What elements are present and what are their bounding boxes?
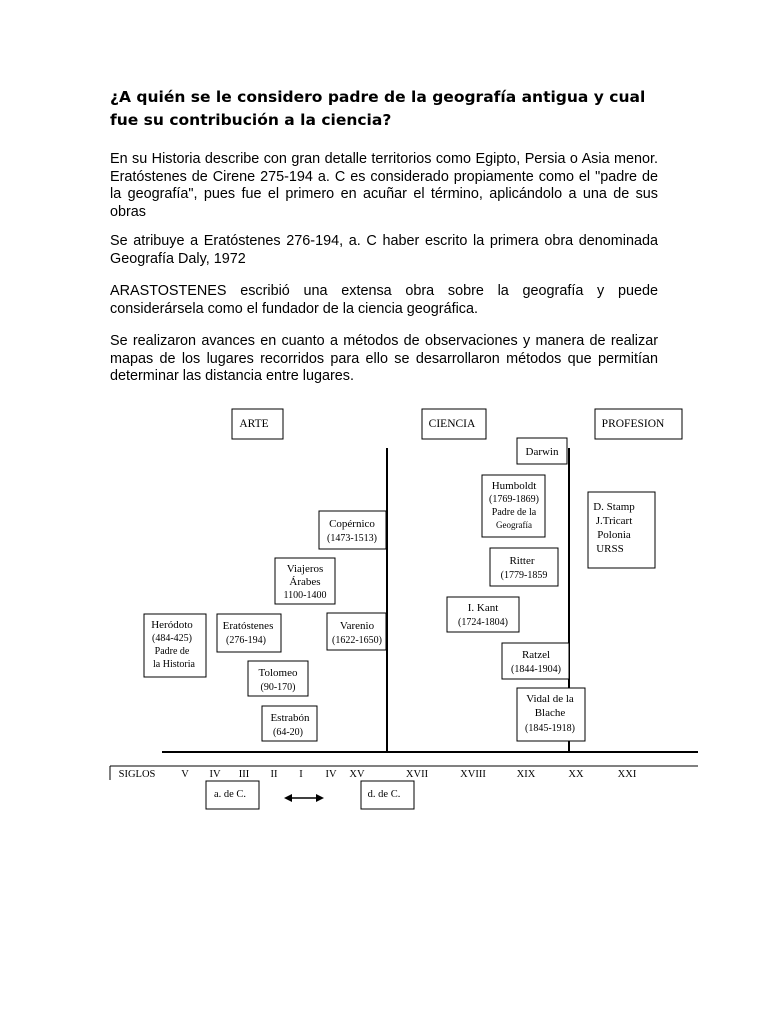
era-dc-label: d. de C. <box>367 789 401 800</box>
header-arte <box>232 409 283 439</box>
ritter-years: (1779-1859 <box>500 570 548 581</box>
header-profesion <box>595 409 682 439</box>
paragraph-avances: Se realizaron avances en cuanto a métodos de observaciones y manera de realizar mapas de los lugares recorridos para ello se desarrollaron métodos que permitían determinar las distancia entre lugares. <box>110 333 658 384</box>
box-estrabon <box>262 706 317 741</box>
vidal-line-1: Vidal de la <box>526 693 574 705</box>
tolomeo-years: (90-170) <box>260 682 296 693</box>
ratzel-years: (1844-1904) <box>511 664 561 675</box>
header-arte-label: ARTE <box>239 418 269 430</box>
eratostenes-name: Eratóstenes <box>222 620 274 632</box>
double-arrow-icon <box>284 794 324 802</box>
box-herodoto <box>144 614 206 677</box>
header-profesion-label: PROFESION <box>601 418 665 430</box>
header-ciencia <box>422 409 486 439</box>
century-label: III <box>238 769 250 780</box>
darwin-label: Darwin <box>525 446 559 458</box>
viajeros-years: 1100-1400 <box>283 590 327 601</box>
century-label: XIX <box>516 769 536 780</box>
varenio-name: Varenio <box>339 620 375 632</box>
kant-name: I. Kant <box>467 602 499 614</box>
ratzel-name: Ratzel <box>521 649 551 661</box>
century-label: IV <box>325 769 337 780</box>
estrabon-name: Estrabón <box>270 712 310 724</box>
century-label: XXI <box>617 769 637 780</box>
paragraph-atribuye: Se atribuye a Eratóstenes 276-194, a. C haber escrito la primera obra denominada Geografía Daly, 1972 <box>110 233 658 267</box>
century-label: V <box>181 769 189 780</box>
viajeros-line-2: Árabes <box>289 576 321 588</box>
stamp-line-3: Polonia <box>597 529 631 541</box>
box-eratostenes <box>217 614 281 652</box>
box-tolomeo <box>248 661 308 696</box>
century-label: XVII <box>405 769 429 780</box>
stamp-line-4: URSS <box>596 543 624 555</box>
question-title: ¿A quién se le considero padre de la geografía antigua y cual fue su contribución a la ciencia? <box>110 88 646 129</box>
box-ratzel <box>502 643 569 679</box>
herodoto-years: (484-425) <box>152 633 192 644</box>
era-box-ac <box>206 781 259 809</box>
humboldt-name: Humboldt <box>491 480 537 492</box>
box-stamp <box>588 492 655 568</box>
paragraph-historia: En su Historia describe con gran detalle territorios como Egipto, Persia o Asia menor. Eratóstenes de Cirene 275-194 a. C es considerado propiamente como el "padre de la geografía", pues fue el primero en acuñar el término, aplicándolo a una de sus obras <box>110 151 658 220</box>
century-labels <box>119 769 637 780</box>
box-humboldt <box>482 475 545 537</box>
box-ritter <box>490 548 558 586</box>
eratostenes-years: (276-194) <box>226 635 266 646</box>
tolomeo-name: Tolomeo <box>258 667 298 679</box>
herodoto-name: Heródoto <box>151 619 193 631</box>
humboldt-years: (1769-1869) <box>489 494 539 505</box>
box-vidal <box>517 688 585 741</box>
box-copernico <box>319 511 386 549</box>
era-box-dc <box>361 781 414 809</box>
herodoto-note-1: Padre de <box>154 646 190 657</box>
herodoto-note-2: la Historia <box>153 659 195 670</box>
copernico-name: Copérnico <box>329 518 375 530</box>
humboldt-note-2: Geografía <box>496 520 532 530</box>
kant-years: (1724-1804) <box>458 617 508 628</box>
viajeros-line-1: Viajeros <box>286 563 324 575</box>
era-ac-label: a. de C. <box>213 789 247 800</box>
century-label: IV <box>209 769 221 780</box>
box-viajeros <box>275 558 335 604</box>
paragraph-arastostenes: ARASTOSTENES escribió una extensa obra sobre la geografía y puede considerársela como el fundador de la ciencia geográfica. <box>110 283 658 317</box>
box-varenio <box>327 613 386 650</box>
copernico-years: (1473-1513) <box>327 533 377 544</box>
siglos-label: SIGLOS <box>118 769 156 780</box>
box-darwin <box>517 438 567 464</box>
stamp-line-1: D. Stamp <box>593 501 635 513</box>
vidal-line-2: Blache <box>534 707 566 719</box>
century-label: XX <box>568 769 584 780</box>
varenio-years: (1622-1650) <box>332 635 382 646</box>
humboldt-note-1: Padre de la <box>491 507 537 518</box>
ritter-name: Ritter <box>509 555 535 567</box>
box-kant <box>447 597 519 632</box>
estrabon-years: (64-20) <box>273 727 303 738</box>
geography-timeline-diagram <box>0 400 768 830</box>
vidal-years: (1845-1918) <box>525 723 575 734</box>
header-ciencia-label: CIENCIA <box>428 418 476 430</box>
century-label: XV <box>349 769 365 780</box>
century-label: I <box>299 769 303 780</box>
century-label: XVIII <box>460 769 486 780</box>
stamp-line-2: J.Tricart <box>595 515 633 527</box>
century-label: II <box>270 769 278 780</box>
